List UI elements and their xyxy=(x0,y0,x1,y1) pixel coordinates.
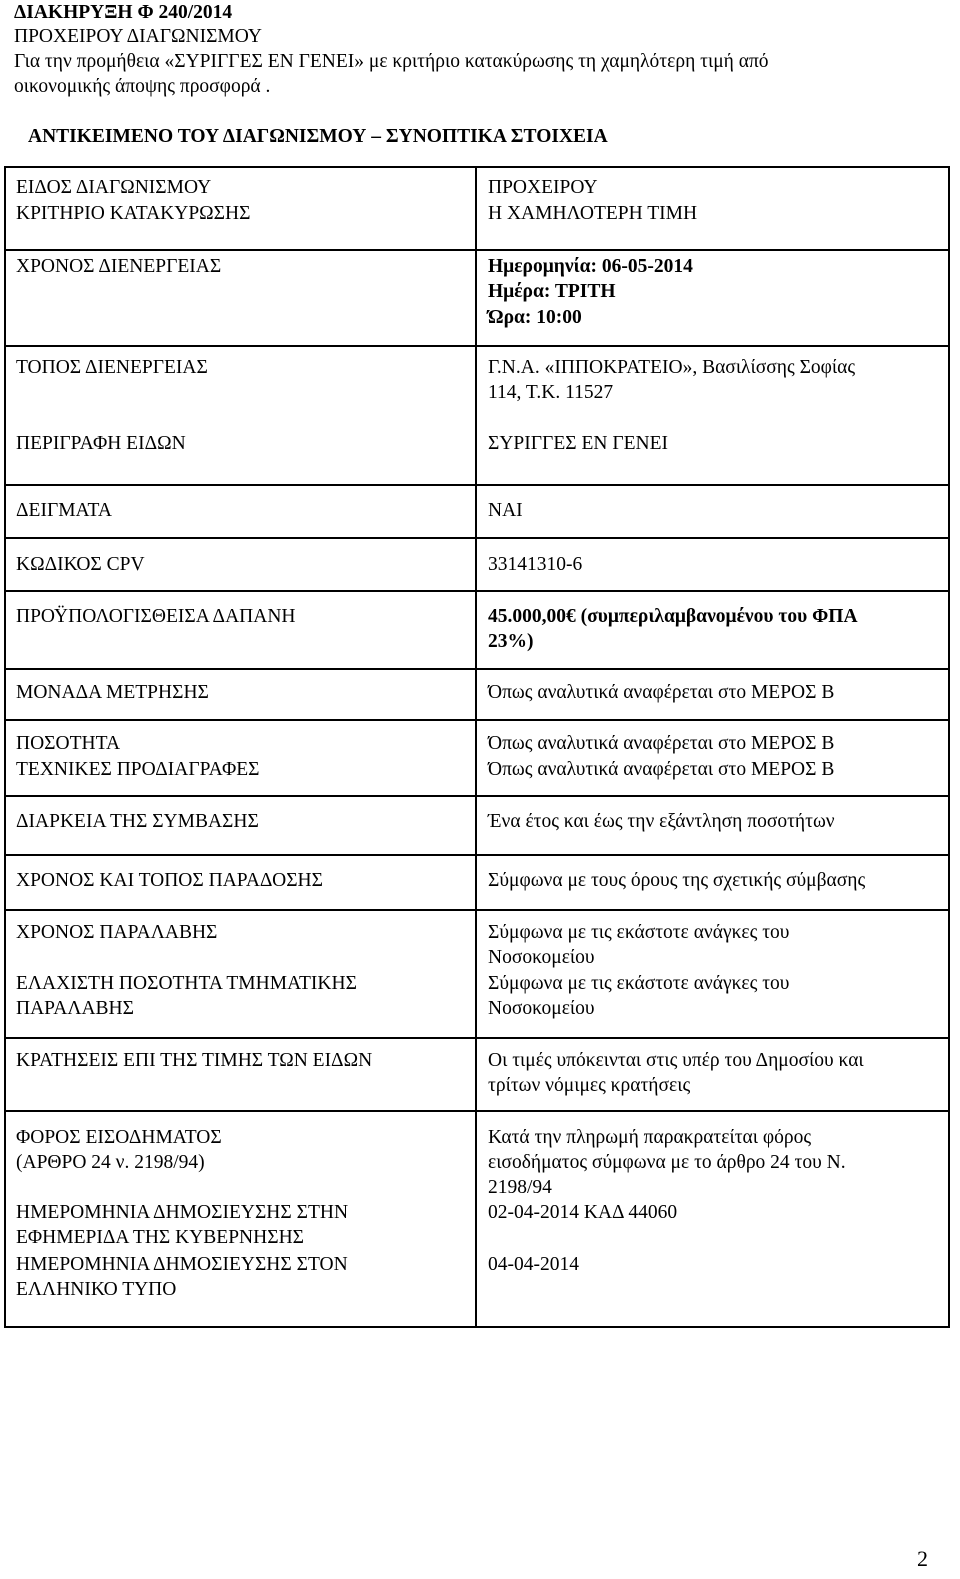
label-cpv: ΚΩΔΙΚΟΣ CPV xyxy=(16,554,145,575)
label-award-criterion: ΚΡΙΤΗΡΙΟ ΚΑΤΑΚΥΡΩΣΗΣ xyxy=(16,203,251,224)
label-specs: ΤΕΧΝΙΚΕΣ ΠΡΟΔΙΑΓΡΑΦΕΣ xyxy=(16,759,260,780)
value-min-quantity: Σύμφωνα με τις εκάστοτε ανάγκες του xyxy=(488,973,790,994)
label-unit: ΜΟΝΑΔΑ ΜΕΤΡΗΣΗΣ xyxy=(16,682,209,703)
document-subtitle: ΠΡΟΧΕΙΡΟΥ ΔΙΑΓΩΝΙΣΜΟΥ xyxy=(14,26,262,47)
label-press-date-cont: ΕΛΛΗΝΙΚΟ ΤΥΠΟ xyxy=(16,1279,177,1300)
label-budget: ΠΡΟΫΠΟΛΟΓΙΣΘΕΙΣΑ ΔΑΠΑΝΗ xyxy=(16,606,296,627)
label-press-date: ΗΜΕΡΟΜΗΝΙΑ ΔΗΜΟΣΙΕΥΣΗΣ ΣΤΟΝ xyxy=(16,1254,348,1275)
value-receipt-time: Σύμφωνα με τις εκάστοτε ανάγκες του xyxy=(488,922,790,943)
value-samples: ΝΑΙ xyxy=(488,500,523,521)
value-budget-cont: 23%) xyxy=(488,631,534,652)
table-row-divider xyxy=(4,719,950,721)
label-delivery: ΧΡΟΝΟΣ ΚΑΙ ΤΟΠΟΣ ΠΑΡΑΔΟΣΗΣ xyxy=(16,870,323,891)
table-row-divider xyxy=(4,909,950,911)
label-min-quantity: ΕΛΑΧΙΣΤΗ ΠΟΣΟΤΗΤΑ ΤΜΗΜΑΤΙΚΗΣ xyxy=(16,973,357,994)
value-tender-type: ΠΡΟΧΕΙΡΟΥ xyxy=(488,177,598,198)
table-row-divider xyxy=(4,1037,950,1039)
document-title: ΔΙΑΚΗΡΥΞΗ Φ 240/2014 xyxy=(14,2,233,23)
label-samples: ΔΕΙΓΜΑΤΑ xyxy=(16,500,112,521)
value-income-tax-cont2: 2198/94 xyxy=(488,1177,552,1198)
label-gazette-date: ΗΜΕΡΟΜΗΝΙΑ ΔΗΜΟΣΙΕΥΣΗΣ ΣΤΗΝ xyxy=(16,1202,349,1223)
value-date: Ημερομηνία: 06-05-2014 xyxy=(488,256,693,277)
value-day: Ημέρα: ΤΡΙΤΗ xyxy=(488,281,616,302)
value-item-description: ΣΥΡΙΓΓΕΣ ΕΝ ΓΕΝΕΙ xyxy=(488,433,668,454)
value-deductions: Οι τιμές υπόκεινται στις υπέρ του Δημοσίου και xyxy=(488,1050,864,1071)
label-duration: ΔΙΑΡΚΕΙΑ ΤΗΣ ΣΥΜΒΑΣΗΣ xyxy=(16,811,259,832)
value-income-tax: Κατά την πληρωμή παρακρατείται φόρος xyxy=(488,1127,812,1148)
table-row-divider xyxy=(4,537,950,539)
value-gazette-date: 02-04-2014 ΚΑΔ 44060 xyxy=(488,1202,678,1223)
value-specs: Όπως αναλυτικά αναφέρεται στο ΜΕΡΟΣ Β xyxy=(488,759,835,780)
label-gazette-date-cont: ΕΦΗΜΕΡΙΔΑ ΤΗΣ ΚΥΒΕΡΝΗΣΗΣ xyxy=(16,1227,304,1248)
label-deductions: ΚΡΑΤΗΣΕΙΣ ΕΠΙ ΤΗΣ ΤΙΜΗΣ ΤΩΝ ΕΙΔΩΝ xyxy=(16,1050,373,1071)
label-place: ΤΟΠΟΣ ΔΙΕΝΕΡΓΕΙΑΣ xyxy=(16,357,208,378)
value-unit: Όπως αναλυτικά αναφέρεται στο ΜΕΡΟΣ Β xyxy=(488,682,835,703)
value-press-date: 04-04-2014 xyxy=(488,1254,579,1275)
label-item-description: ΠΕΡΙΓΡΑΦΗ ΕΙΔΩΝ xyxy=(16,433,186,454)
description-line-2: οικονομικής άποψης προσφορά . xyxy=(14,76,271,97)
section-title: ΑΝΤΙΚΕΙΜΕΝΟ ΤΟΥ ΔΙΑΓΩΝΙΣΜΟΥ – ΣΥΝΟΠΤΙΚΑ ΣΤΟΙΧΕΙΑ xyxy=(28,126,608,147)
table-row-divider xyxy=(4,668,950,670)
table-row-divider xyxy=(4,795,950,797)
table-row-divider xyxy=(4,345,950,347)
value-min-quantity-cont: Νοσοκομείου xyxy=(488,998,595,1019)
table-row-divider xyxy=(4,1110,950,1112)
label-min-quantity-cont: ΠΑΡΑΛΑΒΗΣ xyxy=(16,998,134,1019)
description-line-1: Για την προμήθεια «ΣΥΡΙΓΓΕΣ ΕΝ ΓΕΝΕΙ» με κριτήριο κατακύρωσης τη χαμηλότερη τιμή από xyxy=(14,51,769,72)
value-place: Γ.Ν.Α. «ΙΠΠΟΚΡΑΤΕΙΟ», Βασιλίσσης Σοφίας xyxy=(488,357,856,378)
label-tender-type: ΕΙΔΟΣ ΔΙΑΓΩΝΙΣΜΟΥ xyxy=(16,177,212,198)
value-hour: Ώρα: 10:00 xyxy=(488,307,582,328)
value-place-cont: 114, Τ.Κ. 11527 xyxy=(488,382,614,403)
page-number: 2 xyxy=(917,1546,928,1571)
table-row-divider xyxy=(4,590,950,592)
value-deductions-cont: τρίτων νόμιμες κρατήσεις xyxy=(488,1075,691,1096)
table-border-right xyxy=(948,166,950,1328)
label-receipt-time: ΧΡΟΝΟΣ ΠΑΡΑΛΑΒΗΣ xyxy=(16,922,218,943)
value-budget: 45.000,00€ (συμπεριλαμβανομένου του ΦΠΑ xyxy=(488,606,858,627)
value-award-criterion: Η ΧΑΜΗΛΟΤΕΡΗ ΤΙΜΗ xyxy=(488,203,698,224)
value-cpv: 33141310-6 xyxy=(488,554,583,575)
label-time: ΧΡΟΝΟΣ ΔΙΕΝΕΡΓΕΙΑΣ xyxy=(16,256,222,277)
label-income-tax: ΦΟΡΟΣ ΕΙΣΟΔΗΜΑΤΟΣ xyxy=(16,1127,222,1148)
value-quantity: Όπως αναλυτικά αναφέρεται στο ΜΕΡΟΣ Β xyxy=(488,733,835,754)
table-border-top xyxy=(4,166,950,168)
value-duration: Ένα έτος και έως την εξάντληση ποσοτήτων xyxy=(488,811,835,832)
value-receipt-time-cont: Νοσοκομείου xyxy=(488,947,595,968)
table-border-bottom xyxy=(4,1326,950,1328)
value-delivery: Σύμφωνα με τους όρους της σχετικής σύμβασης xyxy=(488,870,866,891)
value-income-tax-cont: εισοδήματος σύμφωνα με το άρθρο 24 του Ν. xyxy=(488,1152,846,1173)
label-income-tax-cont: (ΑΡΘΡΟ 24 ν. 2198/94) xyxy=(16,1152,205,1173)
label-quantity: ΠΟΣΟΤΗΤΑ xyxy=(16,733,121,754)
table-row-divider xyxy=(4,249,950,251)
table-border-left xyxy=(4,166,6,1328)
table-row-divider xyxy=(4,484,950,486)
table-row-divider xyxy=(4,854,950,856)
table-column-divider xyxy=(475,166,477,1328)
